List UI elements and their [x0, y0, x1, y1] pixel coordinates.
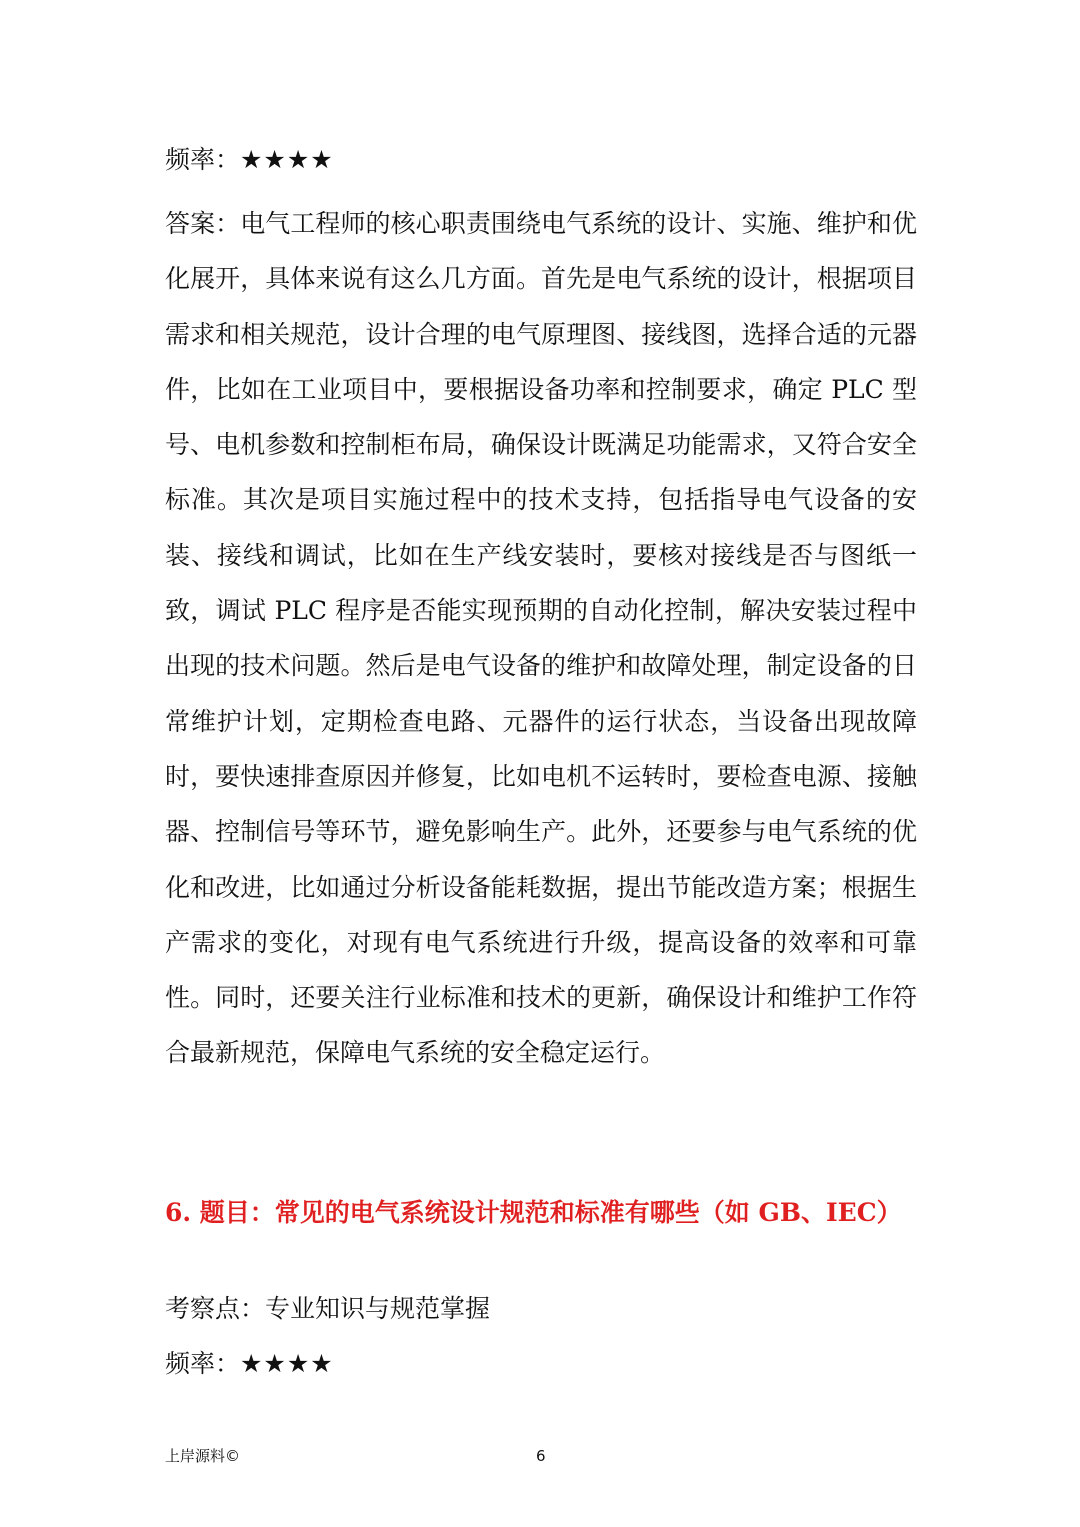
answer-text: 答案：电气工程师的核心职责围绕电气系统的设计、实施、维护和优化展开，具体来说有这么几方面。首先是电气系统的设计，根据项目需求和相关规范，设计合理的电气原理图、接线图，选择合适的元器件，比如在工业项目中，要根据设备功率和控制要求，确定 PLC 型号、电机参数和控制柜布局，确保设计既满足功能需求，又符合安全标准。其次是项目实施过程中的技术支持，包括指导电气设备的安装、接线和调试，比如在生产线安装时，要核对接线是否与图纸一致，调试 PLC 程序是否能实现预期的自动化控制，解决安装过程中出现的技术问题。然后是电气设备的维护和故障处理，制定设备的日常维护计划，定期检查电路、元器件的运行状态，当设备出现故障时，要快速排查原因并修复，比如电机不运转时，要检查电源、接触器、控制信号等环节，避免影响生产。此外，还要参与电气系统的优化和改进，比如通过分析设备能耗数据，提出节能改造方案；根据生产需求的变化，对现有电气系统进行升级，提高设备的效率和可靠性。同时，还要关注行业标准和技术的更新，确保设计和维护工作符合最新规范，保障电气系统的安全稳定运行。 [165, 209, 917, 1068]
frequency-line-bottom [165, 1347, 334, 1381]
frequency-stars: ★★★★ [240, 145, 334, 174]
question-6-title: 6. 题目：常见的电气系统设计规范和标准有哪些（如 GB、IEC） [165, 1198, 902, 1227]
focus-point-line: 考察点：专业知识与规范掌握 [165, 1294, 491, 1323]
frequency-label: 频率： [165, 1349, 241, 1378]
frequency-stars: ★★★★ [240, 1349, 334, 1378]
frequency-line-top [165, 143, 334, 177]
answer-paragraph [165, 196, 917, 1081]
footer-page-number: 6 [536, 1447, 546, 1465]
frequency-label: 频率： [165, 145, 241, 174]
footer-source: 上岸源料© [165, 1447, 241, 1465]
